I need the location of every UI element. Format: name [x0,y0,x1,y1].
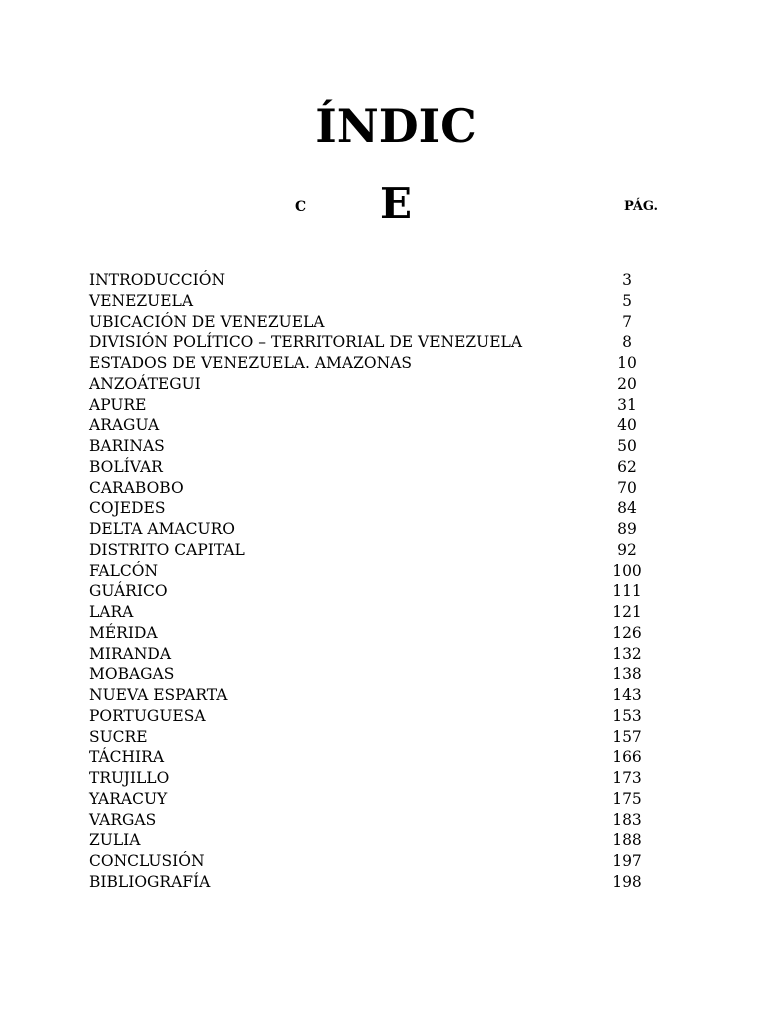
toc-entry-page: 183 [612,810,642,829]
toc-entry-page: 40 [617,416,637,435]
toc-entry-page: 70 [617,478,637,497]
toc-row [89,872,659,893]
column-header-e: E [380,179,413,228]
toc-entry-label: MIRANDA [89,644,172,663]
toc-entry-label: YARACUY [89,789,168,808]
toc-row [89,747,659,768]
toc-entry-page: 197 [612,852,642,870]
toc-row [89,706,659,727]
toc-row [89,498,659,519]
toc-entry-page: 198 [612,872,642,891]
toc-entry-label: FALCÓN [89,561,159,580]
toc-entry-label: APURE [89,395,147,414]
page-title: ÍNDIC [315,99,477,153]
toc-row [89,353,659,374]
toc-row [89,540,659,561]
toc-row [89,830,659,851]
toc-row [89,332,659,353]
toc-entry-page: 10 [617,354,637,372]
toc-entry-page: 157 [612,727,642,746]
toc-row [89,395,659,416]
toc-entry-page: 188 [612,831,642,850]
table-of-contents [89,270,659,893]
toc-entry-page: 89 [617,520,637,538]
toc-row [89,270,659,291]
column-header-c: C [295,199,307,215]
toc-entry-label: TÁCHIRA [89,748,165,767]
toc-entry-page: 92 [617,540,637,559]
toc-row [89,415,659,436]
toc-row [89,312,659,333]
toc-entry-page: 50 [617,437,637,455]
toc-entry-page: 31 [617,395,637,414]
toc-entry-label: BARINAS [89,437,165,455]
toc-entry-label: ZULIA [89,831,141,850]
toc-entry-page: 100 [612,561,642,580]
toc-row [89,623,659,644]
toc-entry-label: VENEZUELA [89,291,194,310]
toc-entry-label: ARAGUA [89,416,160,435]
toc-entry-page: 3 [622,271,632,289]
toc-row [89,685,659,706]
toc-row [89,602,659,623]
toc-entry-label: DIVISIÓN POLÍTICO – TERRITORIAL DE VENEZUELA [89,333,523,352]
toc-entry-page: 84 [617,499,637,518]
toc-row [89,644,659,665]
toc-entry-page: 111 [612,582,642,601]
toc-row [89,789,659,810]
toc-row [89,457,659,478]
toc-row [89,810,659,831]
toc-entry-page: 138 [612,665,642,684]
toc-entry-page: 175 [612,789,642,808]
toc-entry-page: 126 [612,623,642,642]
toc-entry-label: SUCRE [89,727,148,746]
toc-entry-page: 153 [612,706,642,725]
toc-entry-page: 7 [622,312,632,331]
toc-entry-label: ESTADOS DE VENEZUELA. AMAZONAS [89,354,412,372]
toc-entry-label: BIBLIOGRAFÍA [89,872,211,891]
toc-entry-label: NUEVA ESPARTA [89,686,228,704]
toc-entry-label: PORTUGUESA [89,706,206,725]
toc-entry-label: CARABOBO [89,478,184,497]
toc-row [89,768,659,789]
toc-entry-label: UBICACIÓN DE VENEZUELA [89,312,325,331]
toc-entry-label: COJEDES [89,499,166,518]
toc-row [89,581,659,602]
toc-entry-label: VARGAS [89,810,157,829]
toc-entry-label: LARA [89,603,134,621]
toc-row [89,519,659,540]
toc-row [89,436,659,457]
toc-row [89,561,659,582]
toc-entry-label: MOBAGAS [89,665,175,684]
toc-row [89,291,659,312]
toc-entry-label: CONCLUSIÓN [89,852,205,870]
toc-entry-label: TRUJILLO [89,769,170,787]
column-header-page: PÁG. [624,199,659,214]
toc-row [89,374,659,395]
toc-entry-label: ANZOÁTEGUI [89,374,201,393]
toc-entry-page: 166 [612,748,642,767]
toc-entry-page: 143 [612,686,642,704]
toc-row [89,851,659,872]
toc-entry-label: DELTA AMACURO [89,520,235,538]
toc-row [89,727,659,748]
toc-entry-page: 132 [612,644,642,663]
toc-row [89,664,659,685]
toc-entry-page: 121 [612,603,642,621]
toc-entry-page: 20 [617,374,637,393]
toc-row [89,478,659,499]
toc-entry-label: INTRODUCCIÓN [89,271,226,289]
toc-entry-page: 173 [612,769,642,787]
toc-entry-label: DISTRITO CAPITAL [89,540,245,559]
toc-entry-label: GUÁRICO [89,582,168,601]
toc-entry-page: 8 [622,333,632,352]
toc-entry-page: 62 [617,457,637,476]
toc-entry-label: BOLÍVAR [89,457,163,476]
toc-entry-label: MÉRIDA [89,623,158,642]
toc-entry-page: 5 [622,291,632,310]
